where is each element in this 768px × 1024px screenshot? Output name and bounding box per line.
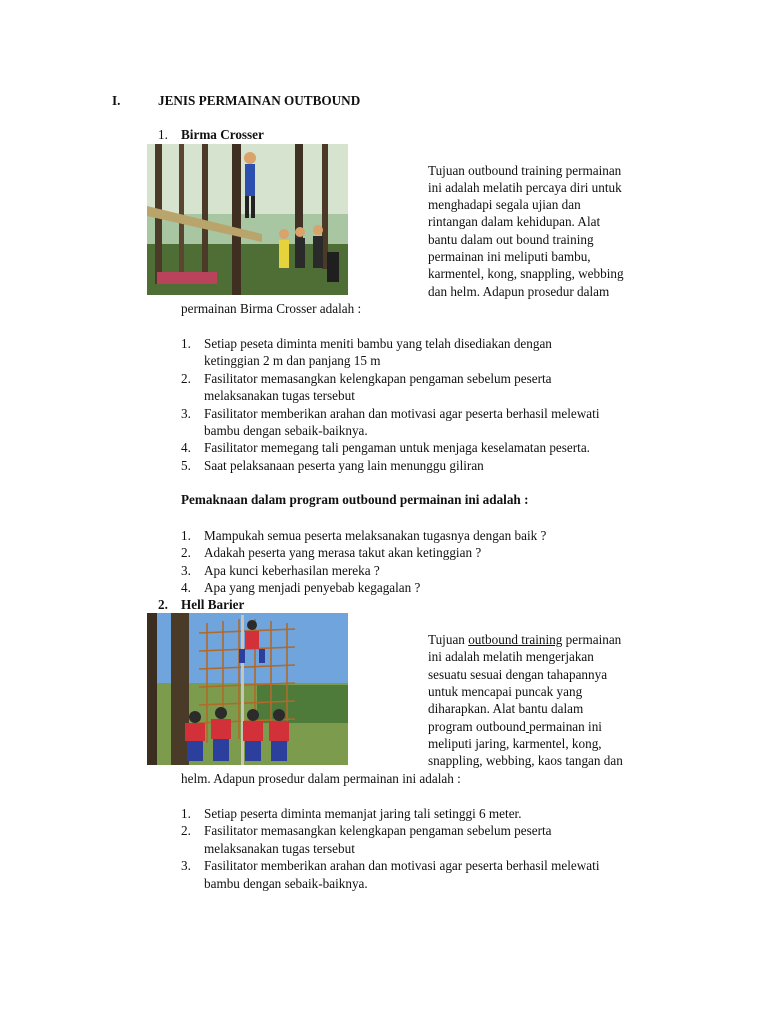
step-item [181,805,599,822]
game2-steps-list [181,805,599,892]
desc-text: permainan ini [529,719,602,734]
step-text-line: Setiap peserta diminta memanjat jaring tali setinggi 6 meter. [204,806,522,821]
game1-desc-line: ini adalah melatih percaya diri untuk [428,180,622,195]
step-text-line: melaksanakan tugas tersebut [204,840,355,856]
meaning-heading: Pemaknaan dalam program outbound permainan ini adalah : [181,492,529,507]
question-number: 3. [181,562,191,578]
question-text: Adakah peserta yang merasa takut akan ketinggian ? [204,545,482,561]
step-text-line: ketinggian 2 m dan panjang 15 m [204,353,381,369]
step-text-line: Fasilitator memasangkan kelengkapan pengaman sebelum peserta [204,370,552,386]
step-number: 2. [181,823,191,839]
step-text-line: bambu dengan sebaik-baiknya. [204,875,368,891]
step-number: 4. [181,440,191,456]
question-item [181,527,546,544]
game1-desc-line: rintangan dalam kehidupan. Alat [428,214,601,229]
step-text-line: melaksanakan tugas tersebut [204,388,355,404]
step-item [181,405,599,440]
question-item [181,562,546,579]
question-text: Apa yang menjadi penyebab kegagalan ? [204,580,421,596]
game1-desc-line: karmentel, kong, snappling, webbing [428,266,624,281]
question-text: Apa kunci keberhasilan mereka ? [204,562,380,578]
question-number: 2. [181,545,191,561]
question-number: 1. [181,528,191,543]
game2-desc-line: untuk mencapai puncak yang [428,684,583,699]
step-text-line: Fasilitator memberikan arahan dan motivasi agar peserta berhasil melewati [204,405,600,421]
outbound-training-link[interactable]: outbound training [468,632,563,647]
game2-title: Hell Barier [181,597,245,612]
step-number: 5. [181,457,191,473]
game1-desc-line: permainan ini meliputi bambu, [428,249,591,264]
section-numeral: I. [112,93,121,108]
step-item [181,335,599,370]
birma-crosser-photo [147,144,348,295]
game2-desc-line: ini adalah melatih mengerjakan [428,649,594,664]
game2-desc-line [428,718,602,735]
step-item [181,370,599,405]
step-item [181,439,599,456]
desc-text: Tujuan [428,632,469,647]
question-number: 4. [181,580,191,596]
step-number: 2. [181,370,191,386]
game2-desc-tail: helm. Adapun prosedur dalam permainan ini adalah : [181,771,461,786]
step-text-line: Fasilitator memberikan arahan dan motivasi agar peserta berhasil melewati [204,858,600,874]
game2-desc-line: sesuatu sesuai dengan tahapannya [428,667,608,682]
game1-desc-tail: permainan Birma Crosser adalah : [181,301,362,316]
step-text-line: Setiap peseta diminta meniti bambu yang telah disediakan dengan [204,336,552,351]
game2-desc-line: snappling, webbing, kaos tangan dan [428,753,623,768]
game1-number: 1. [158,127,168,142]
step-text-line: bambu dengan sebaik-baiknya. [204,423,368,439]
step-text-line: Fasilitator memegang tali pengaman untuk menjaga keselamatan peserta. [204,440,590,456]
game1-title: Birma Crosser [181,127,264,142]
questions-list [181,527,546,597]
game1-steps-list [181,335,599,474]
game1-desc-line: menghadapi segala ujian dan [428,197,581,212]
step-number: 1. [181,336,191,351]
step-item [181,457,599,474]
step-item [181,857,599,892]
hell-barier-photo [147,613,348,765]
game1-desc-line: Tujuan outbound training permainan [428,163,622,178]
step-number: 1. [181,806,191,821]
game2-desc-line [428,631,621,648]
question-item [181,579,546,596]
game2-desc-line: diharapkan. Alat bantu dalam [428,701,584,716]
game1-desc-line: dan helm. Adapun prosedur dalam [428,284,610,299]
question-item [181,544,546,561]
question-text: Mampukah semua peserta melaksanakan tugasnya dengan baik ? [204,528,547,543]
step-text-line: Saat pelaksanaan peserta yang lain menunggu giliran [204,457,484,473]
step-item [181,822,599,857]
game1-desc-line: bantu dalam out bound training [428,232,594,247]
step-number: 3. [181,405,191,421]
game2-desc-line: meliputi jaring, karmentel, kong, [428,736,602,751]
step-number: 3. [181,858,191,874]
step-text-line: Fasilitator memasangkan kelengkapan pengaman sebelum peserta [204,823,552,839]
desc-text: program outbound [428,719,526,734]
game2-number: 2. [158,597,168,612]
section-title: JENIS PERMAINAN OUTBOUND [158,93,361,108]
desc-text: permainan [562,632,622,647]
